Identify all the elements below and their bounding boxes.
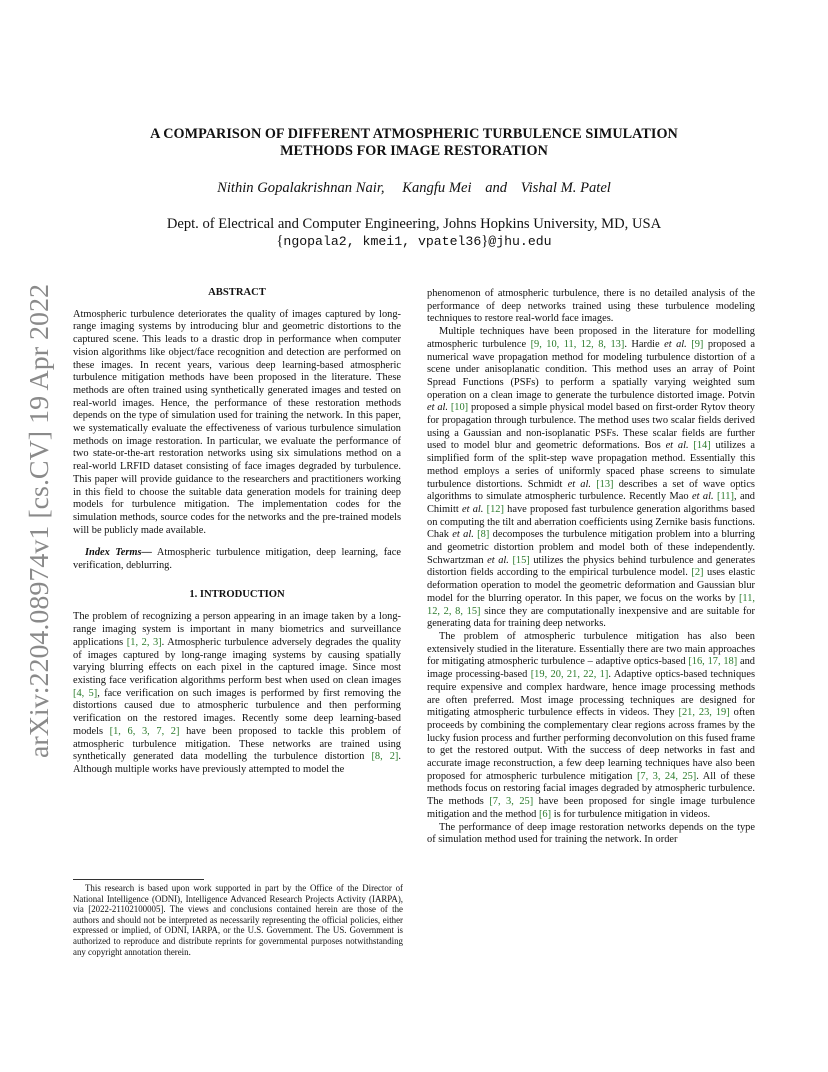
index-terms — [73, 547, 401, 572]
text-run: . Atmospheric turbulence adversely degrades the quality of images captured by long-range imaging systems by causing spatially varying blurring effects on each pixel in the captured image. Since most existing face verification algorithms perform best when used on clean images — [73, 636, 401, 686]
index-terms-text: Atmospheric turbulence mitigation, deep learning, face verification, deblurring. — [73, 547, 401, 572]
footnote — [73, 883, 403, 957]
text-run: often proceeds by combining the complementary clear regions across frames by the lucky fusion process and further performing deconvolution on this fused frame to get the restored output. With the success of deep networks in fast and accurate image reconstruction, a few deep learning techniques have also been proposed for atmospheric turbulence mitigation — [427, 707, 756, 782]
text-run: proposed a simple physical model based on first-order Rytov theory for propagation through turbulence. The method uses two scalar fields derived using a Gaussian and non-isoplanatic PSFs. These scalar fields are further used to model blur and geometric deformations. Bos — [427, 402, 756, 452]
citation-link[interactable]: [13] — [596, 478, 614, 490]
text-run: phenomenon of atmospheric turbulence, there is no detailed analysis of the performance of deep networks trained using these turbulence modeling techniques to restore real-world face images. — [427, 288, 755, 325]
affiliation: Dept. of Electrical and Computer Engineering, Johns Hopkins University, MD, USA — [166, 216, 662, 232]
text-run: The problem of atmospheric turbulence mitigation has also been extensively studied in the literature. Essentially there are two main approaches for mitigating atmospheric turbulence – adaptive optics-based — [427, 630, 755, 668]
citation-link[interactable]: [15] — [512, 554, 530, 566]
email-domain: @jhu.edu — [488, 234, 552, 249]
citation-link[interactable]: [8, 2] — [371, 751, 399, 763]
footnote-rule — [73, 879, 204, 880]
text-run: The performance of deep image restoration networks depends on the type of simulation method used for training the network. In order — [427, 821, 755, 846]
right-paragraph-2 — [427, 326, 755, 631]
left-column — [73, 287, 401, 777]
arxiv-id: arXiv:2204.08974v1 [cs.CV] 19 Apr 2022 — [24, 300, 54, 758]
citation-link[interactable]: [8] — [477, 529, 490, 541]
author-list — [60, 180, 768, 197]
author-3: Vishal M. Patel — [520, 180, 611, 196]
right-paragraph-4 — [427, 822, 755, 847]
intro-paragraph-1 — [73, 611, 401, 776]
emphasis-text: et al. — [665, 440, 689, 452]
citation-link[interactable]: [14] — [693, 440, 711, 452]
text-run: , face verification on such images is performed by first removing the distortions caused due to atmospheric turbulence and then performing verification on the restored images. Recently some deep learning-based models — [73, 687, 401, 737]
paper-title — [60, 126, 768, 160]
text-run: uses elastic deformation operation to model the geometric deformation and Gaussian blur model for the blurring operator. In this paper, we focus on the works by — [427, 567, 755, 604]
text-run: have been proposed to tackle this problem of atmospheric turbulence mitigation. These networks are trained using synthetically generated data modelling the turbulence distortion — [73, 725, 401, 763]
emphasis-text: et al. — [452, 529, 474, 541]
citation-link[interactable]: [11] — [717, 491, 734, 503]
abstract-text: Atmospheric turbulence deteriorates the quality of images captured by long-range imaging systems by introducing blur and geometric distortions to the captured scene. This leads to a drastic drop in performance when computer vision algorithms like object/face recognition and detection are performed on these images. In recent years, various deep learning-based atmospheric turbulence mitigation methods have been proposed in the literature. These methods are often trained using synthetically generated images and tested on real-world images. Hence, the performance of these restoration methods depends on the type of simulation used for training the network. In this paper, we systematically evaluate the effectiveness of various turbulence simulation methods on image restoration. In particular, we evaluate the performance of two state-or-the-art restoration networks using six simulations method on a real-world LRFID dataset consisting of face images degraded by turbulence. This paper will provide guidance to the researchers and practitioners working in this field to choose the suitable data generation models for training deep models for turbulence mitigation. The implementation codes for the simulation methods, source codes for the networks and the pre-trained models will be publicly made available. — [73, 308, 401, 536]
text-run: , and Chimitt — [427, 491, 756, 515]
text-run: The problem of recognizing a person appearing in an image taken by a long-range imaging system is important in many biometrics and surveillance applications — [73, 611, 401, 648]
right-column — [427, 288, 755, 847]
citation-link[interactable]: [9] — [691, 338, 704, 350]
title-line-1: A COMPARISON OF DIFFERENT ATMOSPHERIC TURBULENCE SIMULATION — [150, 126, 678, 142]
author-2: Kangfu Mei — [402, 180, 472, 196]
citation-link[interactable]: [11, 12, 2, 8, 15] — [427, 592, 755, 617]
title-line-2: METHODS FOR IMAGE RESTORATION — [280, 143, 548, 159]
email-names: ngopala2, kmei1, vpatel36 — [283, 234, 482, 249]
author-conjunction: and — [485, 180, 508, 196]
citation-link[interactable]: [9, 10, 11, 12, 8, 13] — [530, 338, 625, 350]
right-paragraph-3 — [427, 631, 755, 822]
citation-link[interactable]: [7, 3, 25] — [489, 796, 534, 808]
citation-link[interactable]: [7, 3, 24, 25] — [636, 770, 697, 782]
text-run: describes a set of wave optics algorithms to simulate atmospheric turbulence. Recently Mao — [427, 478, 755, 503]
emphasis-text: et al. — [461, 503, 484, 515]
text-run: Multiple techniques have been proposed in the literature for modelling atmospheric turbulence — [427, 326, 755, 350]
emphasis-text: et al. — [427, 402, 448, 414]
email-close-brace: } — [481, 233, 489, 249]
citation-link[interactable]: [2] — [691, 567, 704, 579]
email-open-brace: { — [276, 233, 284, 249]
text-run: proposed a numerical wave propagation method for modeling turbulence distortion of a scene under anisoplanatic condition. This method uses an array of Point Spread Functions (PSFs) to perform a spatially varying weighted sum operation on a clean image to generate the turbulence distorted image. Potvin — [427, 338, 755, 401]
citation-link[interactable]: [16, 17, 18] — [688, 656, 738, 668]
text-run: . Hardie — [624, 338, 665, 350]
author-1: Nithin Gopalakrishnan Nair, — [217, 180, 385, 196]
text-run: since they are computationally inexpensive and are suitable for generating data for training deep networks. — [427, 605, 756, 630]
footnote-text: This research is based upon work supported in part by the Office of the Director of National Intelligence (ODNI), Intelligence Advanced Research Projects Activity (IARPA), via [2022-21102100005]. The views and conclusions contained herein are those of the authors and should not be interpreted as necessarily representing the official policies, either expressed or implied, of ODNI, IARPA, or the U.S. Government. The US. Government is authorized to reproduce and distribute reprints for governmental purposes notwithstanding any copyright annotation therein. — [73, 883, 403, 957]
citation-link[interactable]: [4, 5] — [73, 687, 98, 699]
text-run: decomposes the turbulence mitigation problem into a blurring and geometric distortion problem and model both of these independently. Schwartzman — [427, 529, 755, 566]
emphasis-text: et al. — [567, 478, 591, 490]
citation-link[interactable]: [21, 23, 19] — [678, 707, 730, 719]
abstract-heading: ABSTRACT — [208, 287, 266, 298]
text-run: utilizes the physics behind turbulence and generates distortion fields according to the empirical turbulence model. — [427, 554, 755, 579]
index-terms-label: Index Terms— — [85, 547, 152, 559]
citation-link[interactable]: [19, 20, 21, 22, 1] — [530, 669, 609, 681]
text-run: . All of these methods focus on restoring facial images degraded by atmospheric turbulence. The methods — [427, 770, 755, 808]
emphasis-text: et al. — [487, 554, 509, 566]
citation-link[interactable]: [10] — [450, 402, 469, 414]
text-run: have been proposed for single image turbulence mitigation and the method — [427, 796, 756, 820]
arxiv-stamp — [14, 282, 62, 760]
right-paragraph-1 — [427, 288, 755, 326]
text-run: is for turbulence mitigation in videos. — [551, 808, 711, 820]
emphasis-text: et al. — [691, 491, 714, 503]
citation-link[interactable]: [12] — [486, 503, 504, 515]
text-run: utilizes a simplified form of the split-step wave propagation method. Essentially this method employs a series of uniformly spaced phase screens to simulate turbulence distortions. Schmidt — [427, 440, 755, 490]
text-run: . Adaptive optics-based techniques require expensive and complex hardware, hence image processing methods are often preferred. Most image processing techniques are designed for mitigating atmospheric turbulence effects in videos. They — [427, 669, 755, 719]
citation-link[interactable]: [6] — [538, 808, 552, 820]
emphasis-text: et al. — [664, 338, 687, 350]
text-run: . Although multiple works have previously attempted to model the — [73, 751, 401, 775]
citation-link[interactable]: [1, 2, 3] — [126, 636, 162, 648]
text-run: have proposed fast turbulence generation algorithms based on computing the tilt and aberration coefficients using Zernike basis functions. Chak — [427, 503, 755, 541]
citation-link[interactable]: [1, 6, 3, 7, 2] — [109, 725, 180, 737]
text-run: and image processing-based — [427, 656, 755, 681]
email-line — [60, 233, 768, 250]
intro-heading: 1. INTRODUCTION — [189, 588, 285, 600]
